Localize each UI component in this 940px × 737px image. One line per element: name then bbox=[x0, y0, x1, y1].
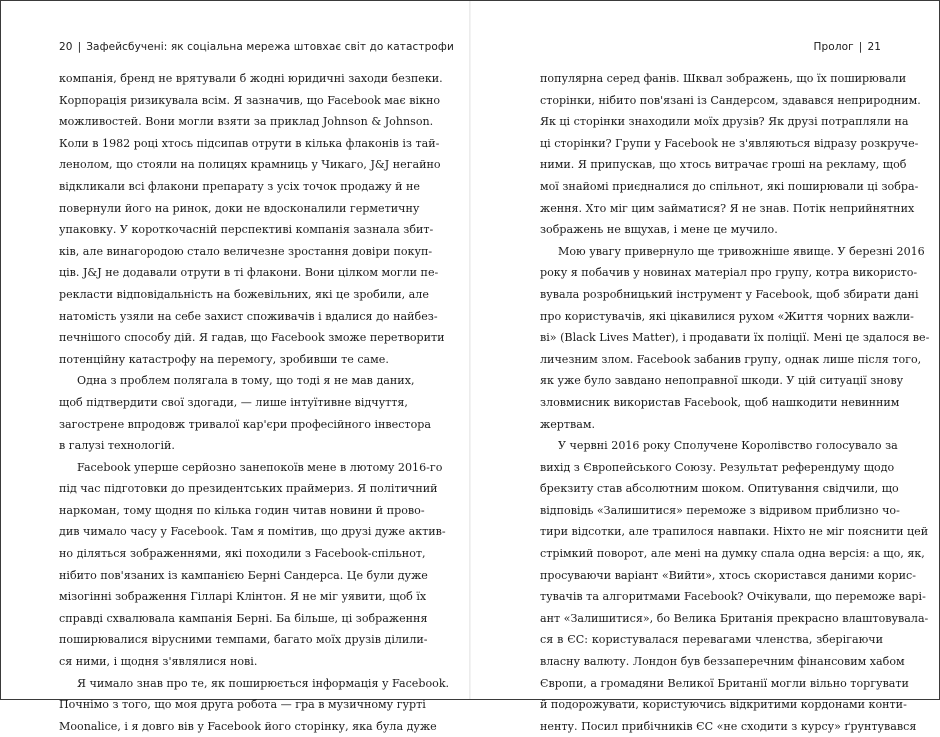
text-line: ся в ЄС: користувалася перевагами членства, зберігаючи bbox=[540, 633, 883, 647]
text-line: Почнімо з того, що моя друга робота — гра в музичному гурті bbox=[59, 698, 426, 712]
right-page bbox=[470, 1, 939, 733]
text-line: див чимало часу у Facebook. Там я помітив, що друзі дуже актив- bbox=[59, 525, 446, 539]
right-running-head bbox=[814, 41, 881, 53]
text-line: й подорожувати, користуючись відкритими кордонами конти- bbox=[540, 698, 907, 712]
paragraph bbox=[59, 673, 450, 737]
text-line: Я чимало знав про те, як поширюється інформація у Facebook. bbox=[77, 676, 450, 690]
text-line: року я побачив у новинах матеріал про групу, котра використо- bbox=[540, 266, 918, 280]
text-line: нібито пов'язаних із кампанією Берні Сандерса. Це були дуже bbox=[59, 568, 428, 582]
text-line: як уже було завдано непоправної шкоди. У цій ситуації знову bbox=[540, 374, 904, 388]
text-line: потенційну катастрофу на перемогу, зробивши те саме. bbox=[59, 352, 389, 366]
text-line: вихід з Європейського Союзу. Результат референдуму щодо bbox=[540, 460, 895, 474]
text-line: в галузі технологій. bbox=[59, 439, 175, 453]
text-line: ків, але винагородою стало величезне зростання довіри покуп- bbox=[59, 244, 433, 258]
text-line: тувачів та алгоритмами Facebook? Очікували, що переможе варі- bbox=[540, 590, 926, 604]
text-line: наркоман, тому щодня по кілька годин читав новини й прово- bbox=[59, 503, 425, 517]
text-line: натомість узяли на себе захист споживачів і вдалися до найбез- bbox=[59, 309, 438, 323]
text-line: Як ці сторінки знаходили моїх друзів? Як друзі потрапляли на bbox=[540, 115, 909, 129]
right-header-separator: | bbox=[858, 41, 863, 53]
text-line: ними. Я припускав, що хтось витрачає гроші на рекламу, щоб bbox=[540, 158, 907, 172]
paragraph bbox=[540, 68, 921, 241]
text-line: власну валюту. Лондон був беззаперечним фінансовим хабом bbox=[540, 655, 905, 669]
text-line: личезним злом. Facebook забанив групу, однак лише після того, bbox=[540, 352, 922, 366]
text-line: Корпорація ризикувала всім. Я зазначив, що Facebook має вікно bbox=[59, 93, 441, 107]
text-line: печнішого способу дій. Я гадав, що Facebook зможе перетворити bbox=[59, 331, 445, 345]
left-page-number: 20 bbox=[59, 41, 73, 53]
text-line: вувала розробницький інструмент у Facebook, щоб збирати дані bbox=[540, 287, 919, 301]
paragraph bbox=[59, 370, 431, 456]
text-line: компанія, бренд не врятували б жодні юридичні заходи безпеки. bbox=[59, 72, 443, 85]
text-line: Мою увагу привернуло ще тривожніше явище. У березні 2016 bbox=[558, 244, 925, 258]
right-page-number: 21 bbox=[867, 41, 881, 53]
text-line: упаковку. У короткочасній перспективі компанія зазнала збит- bbox=[59, 223, 434, 237]
text-line: мої знайомі приєдналися до спільнот, які поширювали ці зобра- bbox=[540, 179, 919, 193]
paragraph bbox=[540, 435, 929, 737]
text-line: справді схвалювала кампанія Берні. Ба більше, ці зображення bbox=[59, 611, 428, 625]
text-line: ся ними, і щодня з'являлися нові. bbox=[59, 655, 258, 669]
text-line: ці сторінки? Групи у Facebook не з'являються відразу розкруче- bbox=[540, 136, 919, 150]
text-line: Facebook уперше серйозно занепокоїв мене в лютому 2016-го bbox=[77, 460, 443, 474]
text-line: відкликали всі флакони препарату з усіх точок продажу й не bbox=[59, 179, 420, 193]
text-line: Одна з проблем полягала в тому, що тоді я не мав даних, bbox=[77, 374, 415, 388]
left-page bbox=[1, 1, 470, 733]
text-line: брекзиту став абсолютним шоком. Опитування свідчили, що bbox=[540, 482, 899, 496]
text-line: ві» (Black Lives Matter), і продавати їх поліції. Мені це здалося ве- bbox=[540, 331, 930, 345]
text-line: загострене впродовж тривалої кар'єри професійного інвестора bbox=[59, 417, 431, 431]
right-body-text bbox=[540, 68, 930, 737]
text-line: зловмисник використав Facebook, щоб нашкодити невинним bbox=[540, 395, 900, 409]
text-line: Європи, а громадяни Великої Британії могли вільно торгувати bbox=[540, 676, 909, 690]
text-line: рекласти відповідальність на божевільних, які це зробили, але bbox=[59, 287, 429, 301]
text-line: стрімкий поворот, але мені на думку спала одна версія: а що, як, bbox=[540, 547, 925, 561]
text-line: У червні 2016 року Сполучене Королівство голосувало за bbox=[558, 439, 898, 453]
left-running-title: Зафейсбучені: як соціальна мережа штовхає світ до катастрофи bbox=[86, 41, 454, 53]
text-line: про користувачів, які цікавилися рухом «Життя чорних важли- bbox=[540, 309, 914, 323]
left-body-text bbox=[59, 68, 450, 737]
text-line: жертвам. bbox=[540, 417, 596, 431]
text-line: щоб підтвердити свої здогади, — лише інтуїтивне відчуття, bbox=[59, 395, 408, 409]
text-line: поширювалися вірусними темпами, багато моїх друзів ділили- bbox=[59, 633, 428, 647]
text-line: зображень не вщухав, і мене це мучило. bbox=[540, 223, 778, 237]
text-line: ження. Хто міг цим займатися? Я не знав. Потік неприйнятних bbox=[540, 201, 915, 215]
text-line: ненту. Посил прибічників ЄС «не сходити з курсу» ґрунтувався bbox=[540, 719, 917, 733]
text-line: но діляться зображеннями, які походили з Facebook-спільнот, bbox=[59, 547, 426, 561]
paragraph bbox=[59, 68, 445, 370]
left-header-separator: | bbox=[77, 41, 82, 53]
text-line: ленолом, що стояли на полицях крамниць у Чикаго, J&J негайно bbox=[59, 158, 441, 172]
text-line: Moonalice, і я довго вів у Facebook його сторінку, яка була дуже bbox=[59, 719, 437, 733]
text-line: ців. J&J не додавали отрути в ті флакони. Вони цілком могли пе- bbox=[59, 266, 439, 280]
text-line: просуваючи варіант «Вийти», хтось скористався даними корис- bbox=[540, 568, 916, 582]
text-line: тири відсотки, але трапилося навпаки. Ніхто не міг пояснити цей bbox=[540, 525, 929, 539]
text-line: повернули його на ринок, доки не вдосконалили герметичну bbox=[59, 201, 420, 215]
text-line: під час підготовки до президентських праймериз. Я політичний bbox=[59, 482, 438, 496]
paragraph bbox=[540, 241, 930, 435]
left-running-head bbox=[59, 41, 454, 53]
text-line: можливостей. Вони могли взяти за приклад Johnson & Johnson. bbox=[59, 115, 434, 129]
text-line: популярна серед фанів. Шквал зображень, що їх поширювали bbox=[540, 72, 907, 85]
text-line: мізогінні зображення Гілларі Клінтон. Я не міг уявити, щоб їх bbox=[59, 590, 427, 604]
text-line: відповідь «Залишитися» переможе з відривом приблизно чо- bbox=[540, 503, 900, 517]
text-line: сторінки, нібито пов'язані із Сандерсом, здавався неприродним. bbox=[540, 93, 921, 107]
right-running-title: Пролог bbox=[813, 41, 854, 53]
text-line: ант «Залишитися», бо Велика Британія прекрасно влаштовувала- bbox=[540, 611, 929, 625]
text-line: Коли в 1982 році хтось підсипав отрути в кілька флаконів із тай- bbox=[59, 136, 440, 150]
paragraph bbox=[59, 457, 446, 673]
